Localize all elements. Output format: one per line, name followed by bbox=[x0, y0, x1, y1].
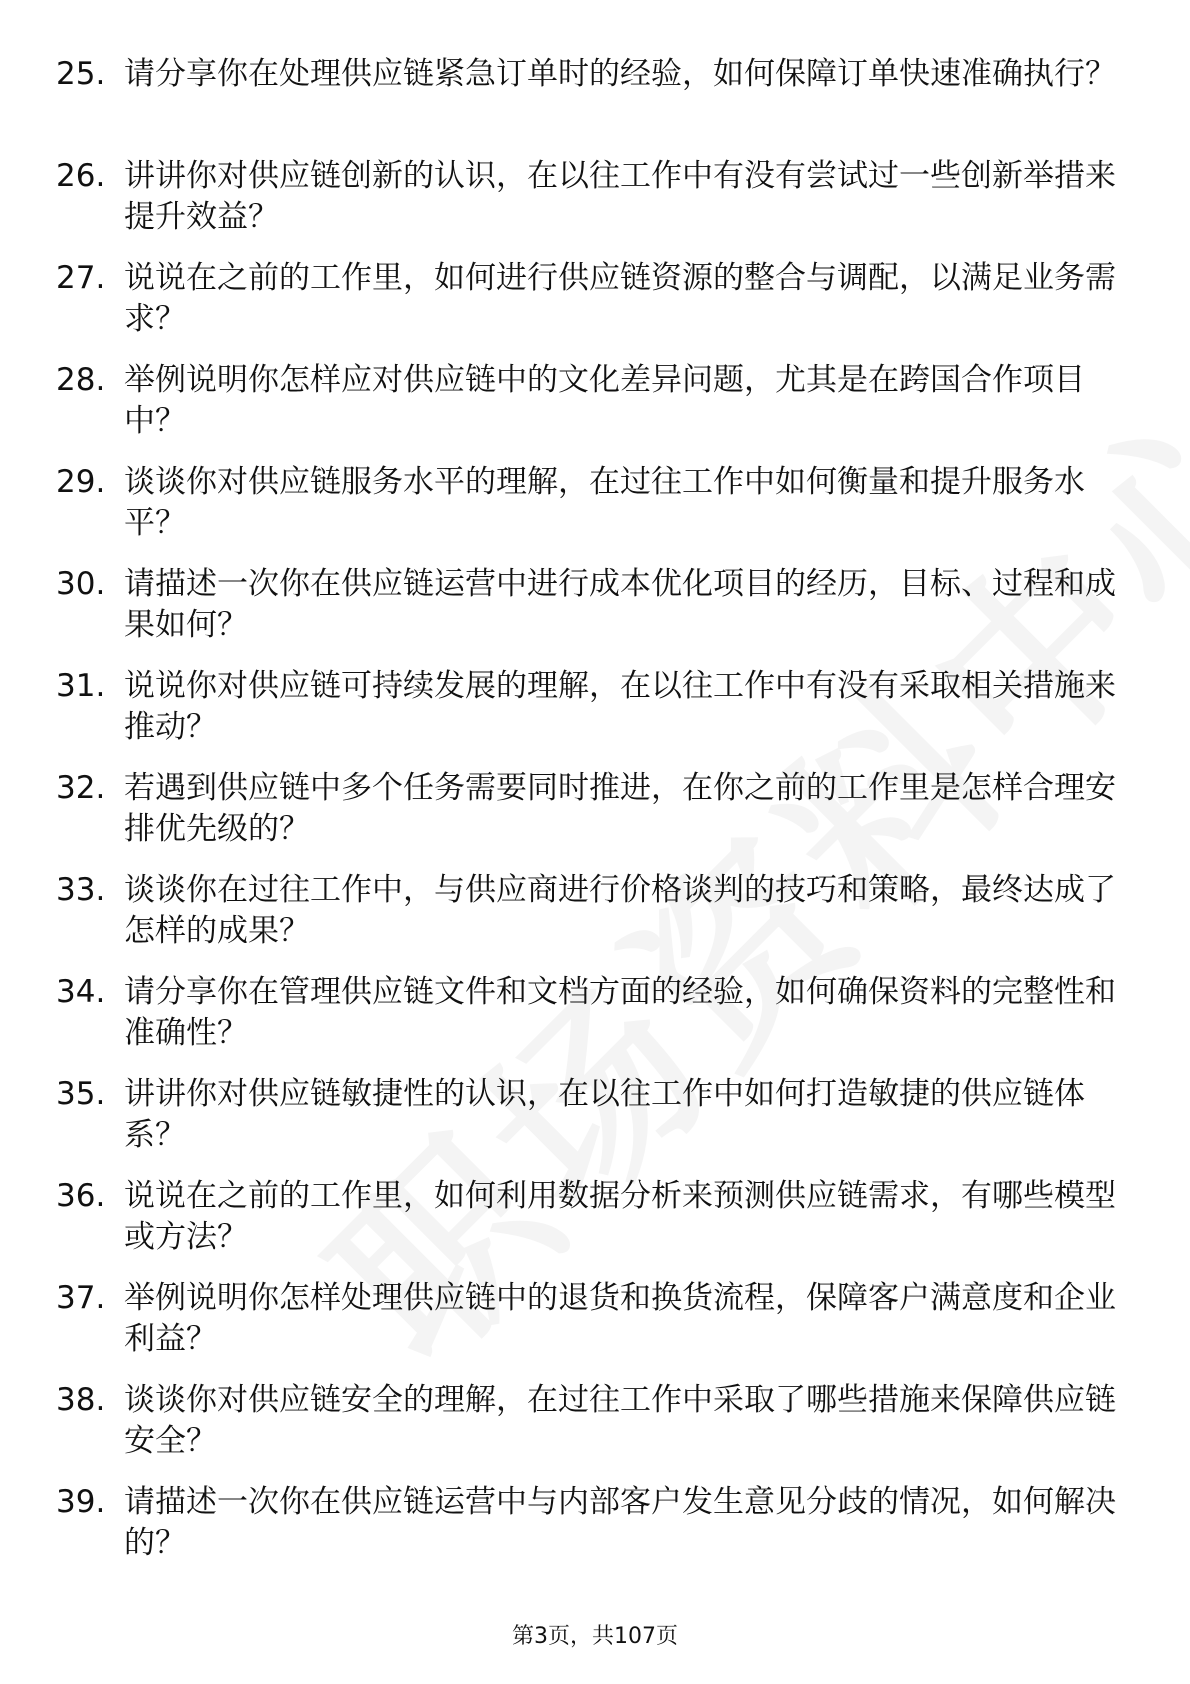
question-text: 说说你对供应链可持续发展的理解，在以往工作中有没有采取相关措施来推动？ bbox=[124, 668, 1116, 745]
question-item bbox=[0, 360, 1190, 462]
page-number: 第3页，共107页 bbox=[512, 1624, 678, 1649]
question-item bbox=[0, 258, 1190, 360]
question-number: 36. bbox=[56, 1178, 106, 1214]
question-item bbox=[0, 54, 1190, 156]
question-text: 说说在之前的工作里，如何利用数据分析来预测供应链需求，有哪些模型或方法？ bbox=[124, 1178, 1116, 1255]
question-number: 38. bbox=[56, 1382, 106, 1418]
question-number: 28. bbox=[56, 362, 106, 398]
question-text: 谈谈你对供应链安全的理解，在过往工作中采取了哪些措施来保障供应链安全？ bbox=[124, 1382, 1116, 1459]
question-number: 39. bbox=[56, 1484, 106, 1520]
question-text: 谈谈你对供应链服务水平的理解，在过往工作中如何衡量和提升服务水平？ bbox=[124, 464, 1085, 541]
question-text: 举例说明你怎样应对供应链中的文化差异问题，尤其是在跨国合作项目中？ bbox=[124, 362, 1085, 439]
question-number: 33. bbox=[56, 872, 106, 908]
question-item bbox=[0, 1074, 1190, 1176]
question-number: 27. bbox=[56, 260, 106, 296]
question-item bbox=[0, 768, 1190, 870]
question-item bbox=[0, 1176, 1190, 1278]
question-number: 25. bbox=[56, 56, 106, 92]
question-item bbox=[0, 1380, 1190, 1482]
question-item bbox=[0, 870, 1190, 972]
question-number: 35. bbox=[56, 1076, 106, 1112]
question-item bbox=[0, 666, 1190, 768]
question-number: 32. bbox=[56, 770, 106, 806]
question-item bbox=[0, 156, 1190, 258]
question-number: 29. bbox=[56, 464, 106, 500]
question-number: 37. bbox=[56, 1280, 106, 1316]
question-item bbox=[0, 1278, 1190, 1380]
question-text: 若遇到供应链中多个任务需要同时推进，在你之前的工作里是怎样合理安排优先级的？ bbox=[124, 770, 1116, 847]
question-text: 请描述一次你在供应链运营中与内部客户发生意见分歧的情况，如何解决的？ bbox=[124, 1484, 1116, 1561]
question-text: 举例说明你怎样处理供应链中的退货和换货流程，保障客户满意度和企业利益？ bbox=[124, 1280, 1116, 1357]
question-number: 26. bbox=[56, 158, 106, 194]
question-text: 讲讲你对供应链创新的认识，在以往工作中有没有尝试过一些创新举措来提升效益？ bbox=[124, 158, 1116, 235]
question-text: 讲讲你对供应链敏捷性的认识，在以往工作中如何打造敏捷的供应链体系？ bbox=[124, 1076, 1085, 1153]
question-number: 30. bbox=[56, 566, 106, 602]
question-item bbox=[0, 1482, 1190, 1584]
question-text: 请分享你在处理供应链紧急订单时的经验，如何保障订单快速准确执行？ bbox=[124, 56, 1116, 92]
question-number: 31. bbox=[56, 668, 106, 704]
question-text: 说说在之前的工作里，如何进行供应链资源的整合与调配，以满足业务需求？ bbox=[124, 260, 1116, 337]
question-text: 谈谈你在过往工作中，与供应商进行价格谈判的技巧和策略，最终达成了怎样的成果？ bbox=[124, 872, 1116, 949]
question-text: 请分享你在管理供应链文件和文档方面的经验，如何确保资料的完整性和准确性？ bbox=[124, 974, 1116, 1051]
question-item bbox=[0, 564, 1190, 666]
question-number: 34. bbox=[56, 974, 106, 1010]
question-item bbox=[0, 972, 1190, 1074]
question-text: 请描述一次你在供应链运营中进行成本优化项目的经历，目标、过程和成果如何？ bbox=[124, 566, 1116, 643]
question-list bbox=[0, 54, 1190, 1584]
question-item bbox=[0, 462, 1190, 564]
